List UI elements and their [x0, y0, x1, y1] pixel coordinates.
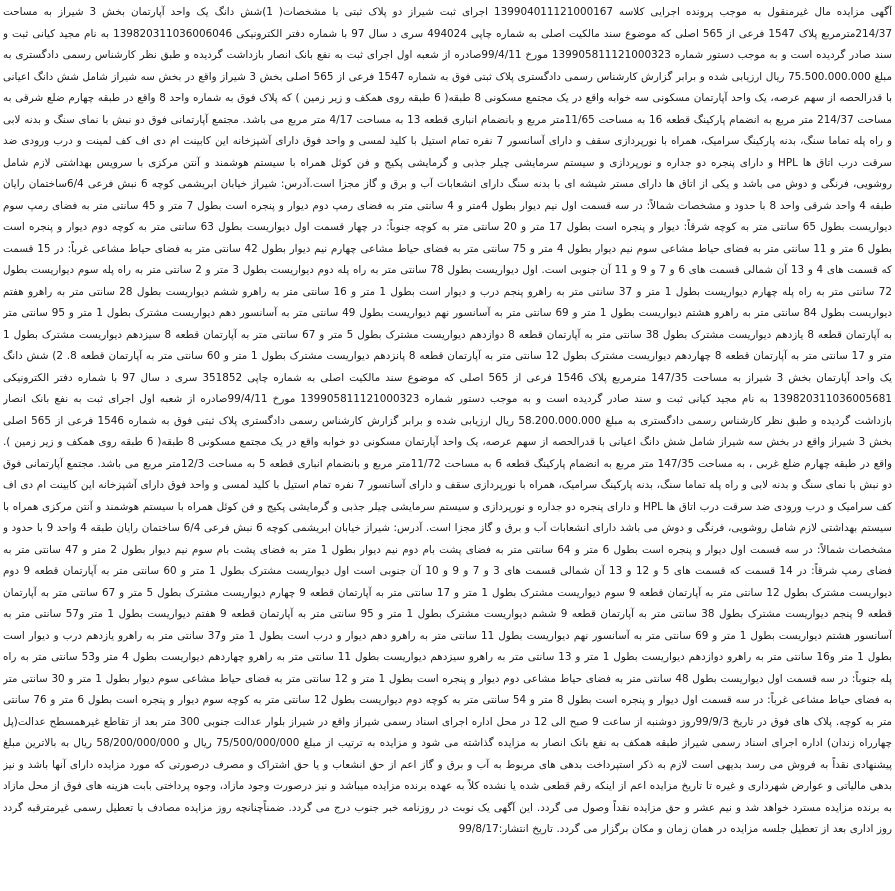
auction-notice: [3, 2, 892, 888]
notice-text: آگهی مزایده مال غیرمنقول به موجب پرونده اجرایی کلاسه 139904011121000167 اجرای ثبت شیراز دو پلاک ثبتی با مشخصات( 1)شش دانگ یک واحد آپارتمان بخش 3 شیراز به مساحت 214/37مترمربع پلاک 1547 فرعی از 565 اصلی که موضوع سند مالکیت اصلی به شماره چاپی 494024 سری د سال 97 با شماره دفتر الکترونیکی 139820311036006046 به نام مجید کیانی ثبت و سند صادر گردیده است و به موجب دستور شماره 139905811121000323 مورخ 99/4/11صادره از شعبه اول اجرای ثبت به نفع بانک انصار بازداشت گردیده و طبق نظر کارشناس رسمی دادگستری به مبلغ 75.500.000.000 ریال ارزیابی شده و برابر گزارش کارشناس رسمی دادگستری پلاک ثبتی فوق به شماره 1547 فرعی از 565 اصلی بخش 3 شیراز واقع در بخش سه شیراز شامل شش دانگ اعیانی با قدرالحصه از سهم عرصه، یک واحد آپارتمان مسکونی سه خوابه واقع در یک مجتمع مسکونی 8 طبقه( 6 طبقه روی همکف و زیر زمین ) که پلاک فوق به شماره واحد 8 واقع در طبقه چهارم ضلع شرقی به مساحت 214/37 متر مربع به انضمام پارکینگ قطعه 16 به مساحت 11/65متر مربع و بانضمام انباری قطعه 13 به مساحت 4/17 متر مربع می باشد. مجتمع آپارتمانی فوق دو نبش با نمای سنگ و بدنه لابی و راه پله تماما سنگ، بدنه پارکینگ سرامیک، همراه با نورپردازی سقف و دارای آسانسور 7 نفره تمام استیل با کلید لمسی و واحد فوق دارای آشپزخانه این کابینت ام دی اف کف لمینت و درب ورودی ضد سرقت درب اتاق ها HPL و دارای پنجره دو جداره و نورپردازی و سیستم سرمایشی چیلر جذبی و گرمایشی پکیج و فن کوئل همراه با سیستم هوشمند و آنتن مرکزی با سرویس بهداشتی لازم شامل روشویی، فرنگی و دوش می باشد و یکی از اتاق ها دارای مستر شیشه ای با بدنه سنگ دارای انشعابات آب و برق و گاز مجزا است.آدرس: شیراز خیابان ابریشمی کوچه 6 نبش فرعی 6/4ساختمان رایان طبقه 4 واحد شرقی واحد 8 با حدود و مشخصات شمالاً: در سه قسمت اول نیم دیوار بطول 4متر و 4 سانتی متر به فضای رمپ دوم دیوار و پنجره است بطول 7 متر و 45 سانتی متر به فضای رمپ سوم دیواریست بطول 65 سانتی متر به کوچه شرقاً: دیوار و پنجره است بطول 17 متر و 20 سانتی متر به کوچه جنوباً: در چهار قسمت اول دیواریست بطول 63 سانتی متر به کوچه دوم دیوار و پنجره است بطول 6 متر و 11 سانتی متر به فضای حیاط مشاعی سوم نیم دیوار بطول 4 متر و 75 سانتی متر به فضای حیاط مشاعی چهارم نیم دیوار بطول 42 سانتی متر به فضای حیاط مشاعی غرباً: در 15 قسمت که قسمت های 4 و 13 آن شمالی قسمت های 6 و 7 و 9 و 11 آن جنوبی است. اول دیواریست بطول 78 سانتی متر به راه پله دوم دیواریست بطول 3 متر و 2 سانتی متر به راه پله سوم دیواریست بطول 72 سانتی متر به راه پله چهارم دیواریست بطول 1 متر و 37 سانتی متر به راهرو پنجم درب و دیوار است بطول 1 متر و 16 سانتی متر به راهرو ششم دیواریست بطول 28 سانتی متر به راهرو هفتم دیواریست بطول 84 سانتی متر به راهرو هشتم دیواریست بطول 1 متر و 69 سانتی متر به آسانسور نهم دیواریست بطول 49 سانتی متر به آسانسور دهم دیواریست مشترک بطول 1 متر و 95 سانتی متر به آپارتمان قطعه 8 یازدهم دیواریست مشترک بطول 38 سانتی متر به آپارتمان قطعه 8 دوازدهم دیواریست مشترک بطول 5 متر و 67 سانتی متر به آپارتمان قطعه 8 سیزدهم دیواریست مشترک بطول 1 متر و 17 سانتی متر به آپارتمان قطعه 8 چهاردهم دیواریست مشترک بطول 12 سانتی متر به آپارتمان قطعه 8 پانزدهم دیواریست مشترک بطول 1 متر و 60 سانتی متر به آپارتمان قطعه 8. 2) شش دانگ یک واحد آپارتمان بخش 3 شیراز به مساحت 147/35 مترمربع پلاک 1546 فرعی از 565 اصلی که موضوع سند مالکیت اصلی به شماره چاپی 351852 سری د سال 97 با شماره دفتر الکترونیکی 139820311036005681 به نام مجید کیانی ثبت و سند صادر گردیده است و به موجب دستور شماره 139905811121000323 مورخ 99/4/11صادره از شعبه اول اجرای ثبت به نفع بانک انصار بازداشت گردیده و طبق نظر کارشناس رسمی دادگستری به مبلغ 58.200.000.000 ریال ارزیابی شده و برابر گزارش کارشناس رسمی دادگستری پلاک ثبتی فوق به شماره 1546 فرعی از 565 اصلی بخش 3 شیراز واقع در بخش سه شیراز شامل شش دانگ اعیانی با قدرالحصه از سهم عرصه، یک واحد آپارتمان مسکونی دو خوابه واقع در یک مجتمع مسکونی 8 طبقه( 6 طبقه روی همکف و زیر زمین ). واقع در طبقه چهارم ضلع غربی ، به مساحت 147/35 متر مربع به انضمام پارکینگ قطعه 6 به مساحت 11/72متر مربع و بانضمام انباری قطعه 5 به مساحت 12/3متر مربع می باشد. مجتمع آپارتمانی فوق دو نبش با نمای سنگ و بدنه لابی و راه پله تماما سنگ، بدنه پارکینگ سرامیک، همراه با نورپردازی سقف و دارای آسانسور 7 نفره تمام استیل با کلید لمسی و واحد فوق دارای آشپزخانه این کابینت ام دی اف کف سرامیک و درب ورودی ضد سرقت درب اتاق ها HPL و دارای پنجره دو جداره و نورپردازی و سیستم سرمایشی چیلر جذبی و گرمایشی پکیج و فن کوئل همراه با سیستم هوشمند و آنتن مرکزی همراه با سیستم بهداشتی لازم شامل روشویی، فرنگی و دوش می باشد دارای انشعابات آب و برق و گاز مجزا است. آدرس: شیراز خیابان ابریشمی کوچه 6 نبش فرعی 6/4 ساختمان رایان طبقه 4 واحد 9 با حدود و مشخصات شمالاً: در سه قسمت اول دیوار و پنجره است بطول 6 متر و 64 سانتی متر به فضای پشت بام دوم نیم دیوار بطول 1 متر به فضای پشت بام سوم نیم دیوار بطول 2 متر و 47 سانتی متر به فضای رمپ شرقاً: در 14 قسمت که قسمت های 5 و 12 و 13 آن شمالی قسمت های 3 و 7 و 9 و 10 آن جنوبی است اول دیواریست مشترک بطول 1 متر و 60 سانتی متر به آپارتمان قطعه 9 دوم دیواریست مشترک بطول 12 سانتی متر به آپارتمان قطعه 9 سوم دیواریست مشترک بطول 1 متر و 17 سانتی متر به آپارتمان قطعه 9 چهارم دیواریست مشترک بطول 5 متر و 67 سانتی متر به آپارتمان قطعه 9 پنجم دیواریست مشترک بطول 38 سانتی متر به آپارتمان قطعه 9 ششم دیواریست مشترک بطول 1 متر و 95 سانتی متر به آپارتمان قطعه 9 هفتم دیواریست بطول 1 متر و57 سانتی متر به آسانسور هشتم دیواریست بطول 1 متر و 69 سانتی متر به آسانسور نهم دیواریست بطول 11 سانتی متر به راهرو دهم دیوار و درب است بطول 1 متر و37 سانتی متر به راهرو یازدهم درب و دیوار است بطول 1 متر و16 سانتی متر به راهرو دوازدهم دیواریست بطول 1 متر و 13 سانتی متر به راهرو سیزدهم دیواریست بطول 11 سانتی متر به راهرو چهاردهم دیواریست بطول 4 متر و53 سانتی متر به راه پله جنوباً: در سه قسمت اول دیواریست بطول 48 سانتی متر به فضای حیاط مشاعی دوم دیوار و پنجره است بطول 1 متر و 12 سانتی متر به فضای حیاط مشاعی سوم دیوار بطول 1 متر و 30 سانتی متر به فضای حیاط مشاعی غرباً: در سه قسمت اول دیوار و پنجره است بطول 8 متر و 54 سانتی متر به کوچه دوم دیواریست بطول 12 سانتی متر به کوچه سوم دیوار و پنجره است بطول 6 متر و 76 سانتی متر به کوچه. پلاک های فوق در تاریخ 99/9/3روز دوشنبه از ساعت 9 صبح الی 12 در محل اداره اجرای اسناد رسمی شیراز واقع در شیراز بلوار عدالت جنوبی 300 متر بعد از تقاطع غیرهمسطح عدالت(پل چهارراه زندان) اداره اجرای اسناد رسمی شیراز طبقه همکف به نفع بانک انصار به مزایده گذاشته می شود و مزایده به ترتیب از مبلغ 75/500/000/000 ریال و 58/200/000/000 ریال به بالاترین مبلغ پیشنهادی نقداً به فروش می رسد بدیهی است لازم به ذکر استپرداخت بدهی های مربوط به آب و برق و گاز اعم از حق انشعاب و یا حق اشتراک و مصرف درصورتی که مورد مزایده دارای آنها باشد و نیز بدهی مالیاتی و عوارض شهرداری و غیره تا تاریخ مزایده اعم از اینکه رقم قطعی شده یا نشده کلاً به عهده برنده مزایده میباشد و نیز درصورت وجود مازاد، وجوه پرداختی بابت هزینه های فوق از محل مازاد به برنده مزایده مسترد خواهد شد و نیم عشر و حق مزایده نقداً وصول می گردد. این آگهی یک نوبت در روزنامه خبر جنوب درج می گردد. ضمناًچنانچه روز مزایده مصادف با تعطیل رسمی غیرمترقبه گردد روز اداری بعد از تعطیل جلسه مزایده در همان زمان و مکان برگزار می گردد. تاریخ انتشار:99/8/17: [3, 6, 892, 835]
